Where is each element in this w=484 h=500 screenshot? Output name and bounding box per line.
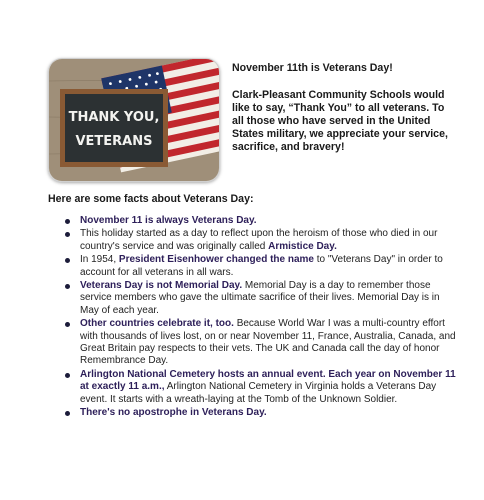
fact-item	[64, 318, 458, 368]
chalkboard-line-2: VETERANS	[75, 134, 153, 149]
fact-text: to "Veterans Day" in order to account for all veterans in all wars.	[80, 254, 443, 278]
fact-emphasis: November 11 is always Veterans Day.	[80, 215, 257, 226]
fact-emphasis: Armistice Day.	[268, 240, 337, 252]
fact-item	[64, 369, 458, 406]
facts-list	[64, 215, 458, 421]
headline: November 11th is Veterans Day!	[232, 62, 393, 74]
fact-emphasis: Other countries celebrate it, too.	[80, 318, 234, 330]
fact-emphasis: President Eisenhower changed the name	[118, 254, 314, 266]
thank-you-message: Clark-Pleasant Community Schools would like to say, “Thank You” to all veterans. To all those who have served in the United States military, we appreciate your service, sacrifice, and bravery!	[232, 89, 448, 153]
side-message	[232, 62, 456, 154]
fact-item	[64, 228, 458, 253]
thank-you-veterans-photo	[48, 58, 220, 182]
fact-text: In 1954,	[80, 254, 119, 266]
fact-item	[64, 254, 458, 279]
fact-text: This holiday started as a day to reflect upon the heroism of those who died in our country's service and was originally called	[80, 228, 438, 252]
fact-text: Because World War I was a multi-country effort with thousands of lives lost, on or near November 11, France, Australia, Canada, and Great Britain pay respects to their vets. The UK and Canada call the day of honor Remembrance Day.	[80, 318, 456, 367]
fact-item	[64, 215, 458, 227]
fact-emphasis: There's no apostrophe in Veterans Day.	[80, 407, 267, 419]
chalkboard-line-1: THANK YOU,	[68, 110, 160, 125]
fact-text: Arlington National Cemetery in Virginia holds a Veterans Day event. It starts with a wreath-laying at the Tomb of the Unknown Soldier.	[80, 381, 437, 405]
fact-item	[64, 280, 458, 317]
fact-emphasis: Veterans Day is not Memorial Day.	[80, 280, 243, 292]
facts-intro: Here are some facts about Veterans Day:	[48, 193, 254, 205]
fact-item	[64, 407, 458, 419]
fact-emphasis: Arlington National Cemetery hosts an annual event. Each year on November 11 at exactly 11 a.m.,	[80, 368, 456, 393]
fact-text: Memorial Day is a day to remember those service members who gave the ultimate sacrifice of their lives. Memorial Day is in May of each year.	[80, 280, 440, 316]
chalkboard-flag-illustration	[49, 59, 219, 181]
